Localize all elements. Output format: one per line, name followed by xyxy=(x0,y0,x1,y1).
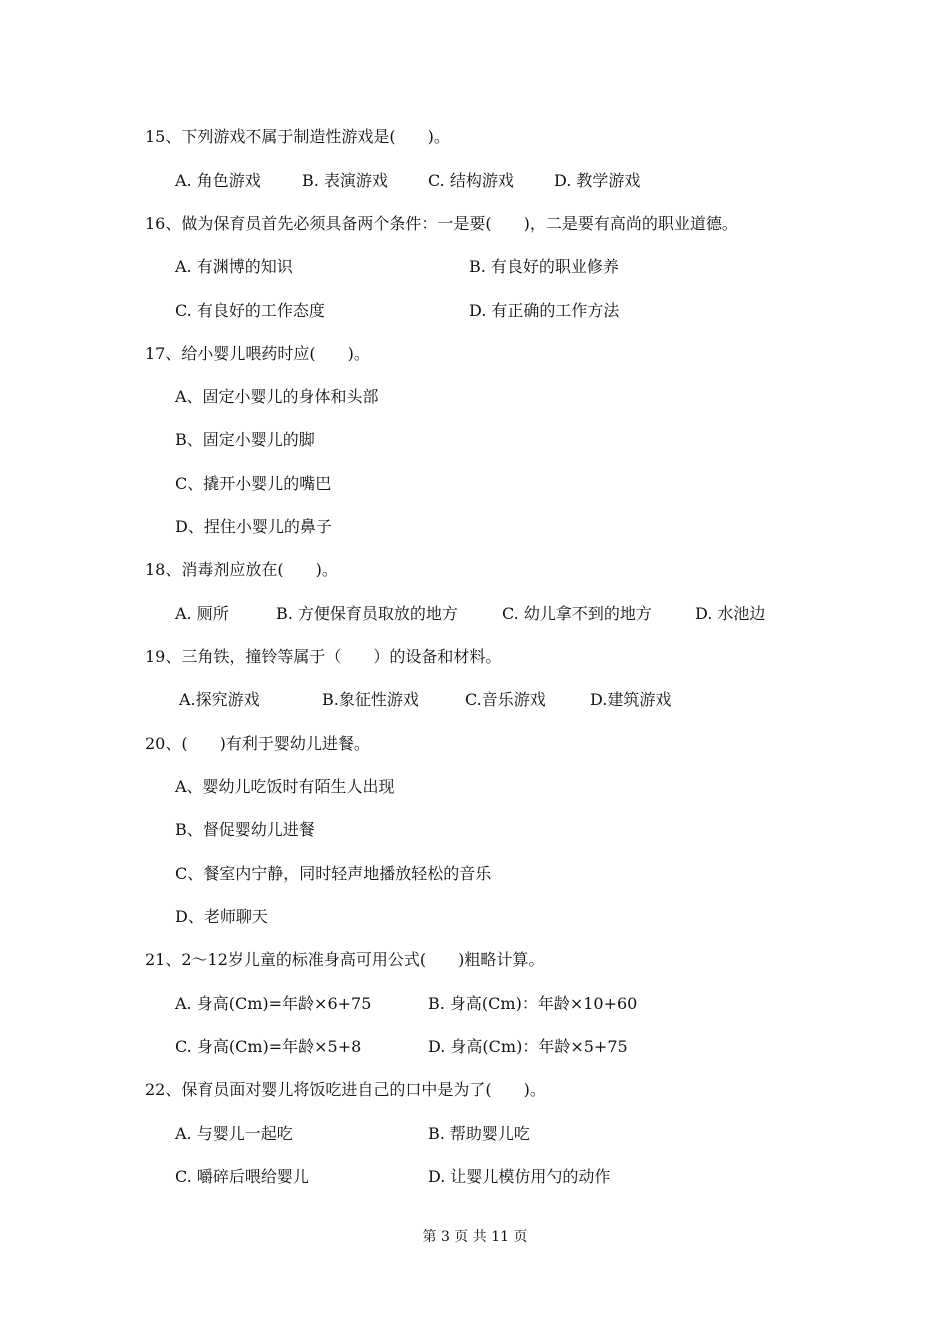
q18-option-d: D. 水池边 xyxy=(695,604,766,623)
page-number-footer: 第 3 页 共 11 页 xyxy=(422,1229,528,1245)
question-17-stem: 17、给小婴儿喂药时应( )。 xyxy=(145,344,370,363)
q16-option-b: B. 有良好的职业修养 xyxy=(469,257,619,276)
q16-option-a: A. 有渊博的知识 xyxy=(175,257,293,276)
q20-option-d: D、老师聊天 xyxy=(175,907,268,926)
q22-option-b: B. 帮助婴儿吃 xyxy=(428,1124,530,1143)
question-21-stem: 21、2～12岁儿童的标准身高可用公式( )粗略计算。 xyxy=(145,950,545,969)
q21-option-c: C. 身高(Cm)=年龄×5+8 xyxy=(175,1037,362,1056)
q18-option-c: C. 幼儿拿不到的地方 xyxy=(502,604,652,623)
q20-option-b: B、督促婴幼儿进餐 xyxy=(175,820,315,839)
q15-option-b: B. 表演游戏 xyxy=(302,171,388,190)
question-15-stem: 15、下列游戏不属于制造性游戏是( )。 xyxy=(145,127,450,146)
question-18-stem: 18、消毒剂应放在( )。 xyxy=(145,560,338,579)
question-19-stem: 19、三角铁，撞铃等属于（ ）的设备和材料。 xyxy=(145,647,502,666)
q21-option-a: A. 身高(Cm)=年龄×6+75 xyxy=(175,994,372,1013)
q16-option-d: D. 有正确的工作方法 xyxy=(469,301,620,320)
q21-option-b: B. 身高(Cm)：年龄×10+60 xyxy=(428,994,638,1013)
q15-option-d: D. 教学游戏 xyxy=(554,171,641,190)
q19-option-c: C.音乐游戏 xyxy=(465,690,546,709)
q18-option-b: B. 方便保育员取放的地方 xyxy=(276,604,458,623)
q17-option-c: C、撬开小婴儿的嘴巴 xyxy=(175,474,332,493)
q19-option-a: A.探究游戏 xyxy=(179,690,260,709)
q16-option-c: C. 有良好的工作态度 xyxy=(175,301,325,320)
q22-option-a: A. 与婴儿一起吃 xyxy=(175,1124,293,1143)
q17-option-a: A、固定小婴儿的身体和头部 xyxy=(175,387,379,406)
q15-option-a: A. 角色游戏 xyxy=(175,171,261,190)
q19-option-b: B.象征性游戏 xyxy=(322,690,419,709)
q22-option-d: D. 让婴儿模仿用勺的动作 xyxy=(428,1167,611,1186)
question-22-stem: 22、保育员面对婴儿将饭吃进自己的口中是为了( )。 xyxy=(145,1080,546,1099)
q20-option-a: A、婴幼儿吃饭时有陌生人出现 xyxy=(175,777,395,796)
q19-option-d: D.建筑游戏 xyxy=(590,690,672,709)
q17-option-b: B、固定小婴儿的脚 xyxy=(175,430,315,449)
question-20-stem: 20、( )有利于婴幼儿进餐。 xyxy=(145,734,370,753)
q22-option-c: C. 嚼碎后喂给婴儿 xyxy=(175,1167,309,1186)
q15-option-c: C. 结构游戏 xyxy=(428,171,514,190)
q18-option-a: A. 厕所 xyxy=(175,604,229,623)
question-16-stem: 16、做为保育员首先必须具备两个条件：一是要( )，二是要有高尚的职业道德。 xyxy=(145,214,738,233)
q17-option-d: D、捏住小婴儿的鼻子 xyxy=(175,517,332,536)
q21-option-d: D. 身高(Cm)：年龄×5+75 xyxy=(428,1037,628,1056)
q20-option-c: C、餐室内宁静，同时轻声地播放轻松的音乐 xyxy=(175,864,492,883)
